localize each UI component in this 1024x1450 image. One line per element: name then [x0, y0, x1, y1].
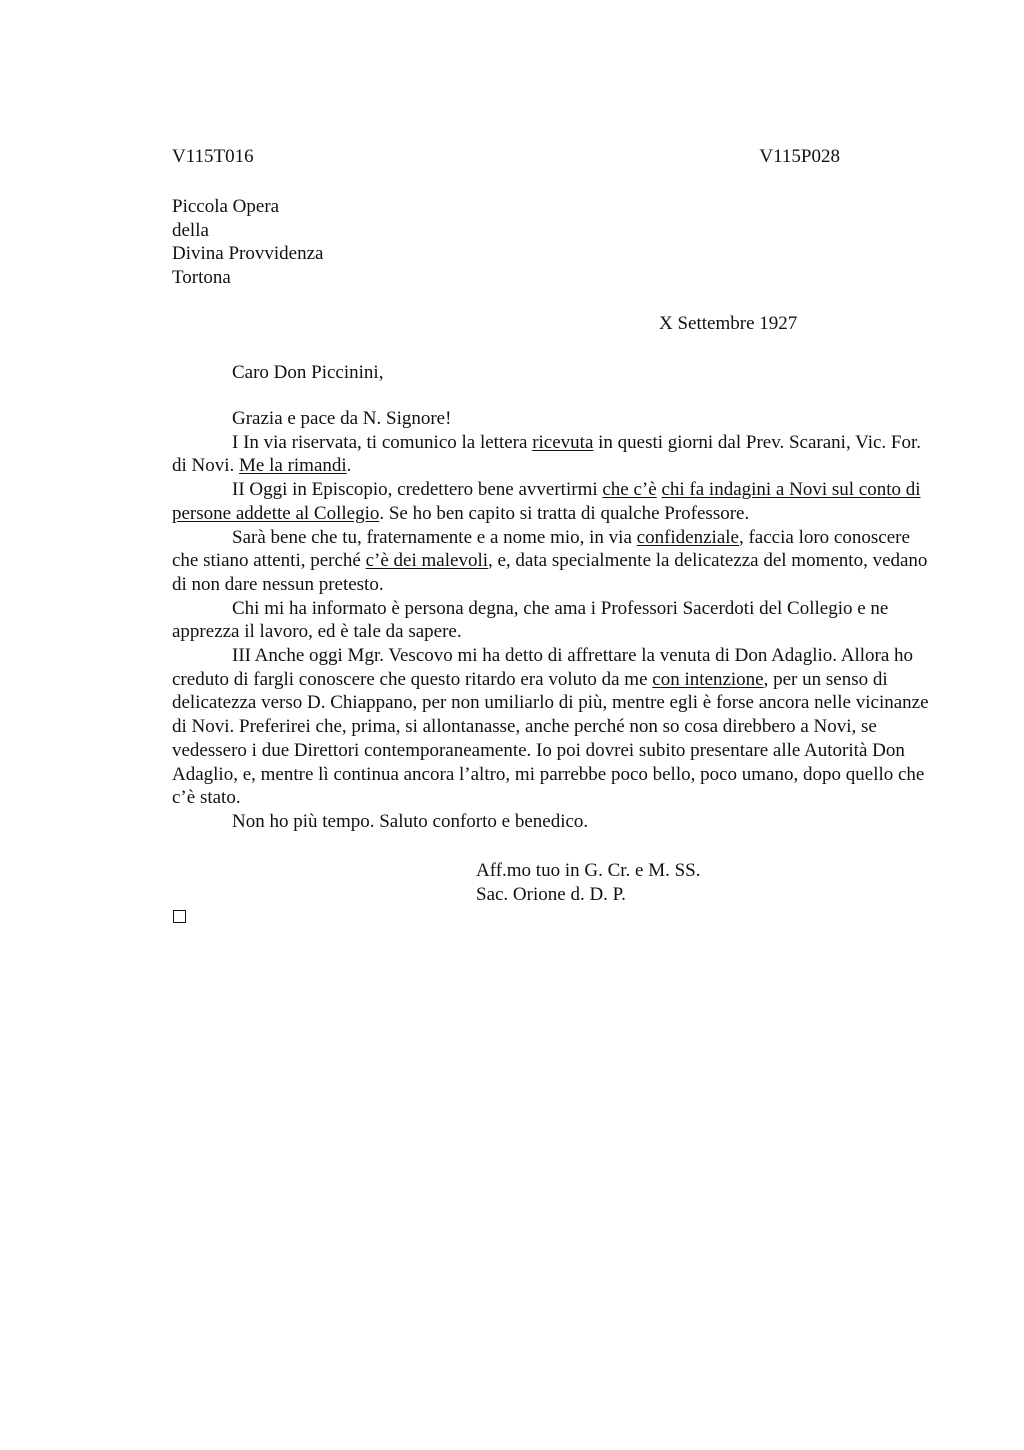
checkbox-glyph — [173, 910, 186, 923]
sender-line: Piccola Opera — [172, 196, 280, 217]
text-run: I In via riservata, ti comunico la lettera — [232, 431, 533, 453]
text-run: . Se ho ben capito si tratta di qualche Professore. — [379, 502, 750, 524]
salutation: Caro Don Piccinini, — [232, 362, 384, 383]
underlined-text: che c’è — [602, 479, 657, 501]
underlined-text: chi fa indagini a Novi sul conto di persone addette al Collegio — [172, 479, 921, 524]
paragraph-greeting — [172, 407, 930, 431]
underlined-text: ricevuta — [532, 431, 594, 453]
paragraph-3 — [172, 526, 930, 597]
letter-body — [172, 407, 930, 834]
underlined-text: con intenzione — [652, 668, 764, 690]
text-run: Sarà bene che tu, fraternamente e a nome mio, in via — [232, 526, 637, 548]
text-run: Non ho più tempo. Saluto conforto e benedico. — [232, 810, 589, 832]
text-run: , per un senso di delicatezza verso D. Chiappano, per non umiliarlo di più, mentre egli è forse ancora nelle vicinanze di Novi. Preferirei che, prima, si allontanasse, anche perché non so cosa direbbero a Novi, se vedessero i due Direttori contemporaneamente. Io poi dovrei subito presentare alle Autorità Don Adaglio, e, mentre lì continua ancora l’altro, mi parrebbe poco bello, poco umano, dopo quello che c’è stato. — [172, 668, 929, 809]
text-run: III Anche oggi Mgr. Vescovo mi ha detto di affrettare la venuta di Don Adaglio. Allora ho creduto di fargli conoscere che questo ritardo era voluto da me — [172, 645, 914, 690]
paragraph-4 — [172, 597, 930, 644]
underlined-text: c’è dei malevoli — [365, 550, 488, 572]
text-run: II Oggi in Episcopio, credettero bene avvertirmi — [232, 479, 603, 501]
document-codes — [172, 146, 840, 170]
sender-line: Divina Provvidenza — [172, 243, 324, 264]
letter-date: X Settembre 1927 — [659, 313, 798, 334]
text-run: Grazia e pace da N. Signore! — [232, 408, 452, 429]
paragraph-closing-remark — [172, 810, 930, 834]
document-code-right: V115P028 — [759, 146, 840, 167]
text-run: . — [346, 455, 352, 477]
paragraph-2 — [172, 478, 930, 525]
sender-address — [172, 195, 323, 289]
underlined-text: confidenziale — [636, 526, 739, 548]
signature-line: Sac. Orione d. D. P. — [476, 883, 626, 905]
document-code-left: V115T016 — [172, 146, 254, 167]
underlined-text: Me la rimandi — [239, 455, 347, 477]
text-run: Chi mi ha informato è persona degna, che ama i Professori Sacerdoti del Collegio e ne apprezza il lavoro, ed è tale da sapere. — [172, 597, 889, 643]
text-run: , e, data specialmente la delicatezza del momento, vedano di non dare nessun pretesto. — [172, 550, 928, 595]
sender-line: Tortona — [172, 266, 231, 288]
closing-line: Aff.mo tuo in G. Cr. e M. SS. — [476, 860, 701, 881]
text-run: , faccia loro conoscere che stiano attenti, perché — [172, 526, 910, 572]
text-run: in questi giorni dal Prev. Scarani, Vic. For. di Novi. — [172, 431, 921, 477]
signature-block — [476, 859, 701, 906]
paragraph-5 — [172, 644, 930, 810]
paragraph-1 — [172, 431, 930, 478]
sender-line: della — [172, 219, 209, 241]
